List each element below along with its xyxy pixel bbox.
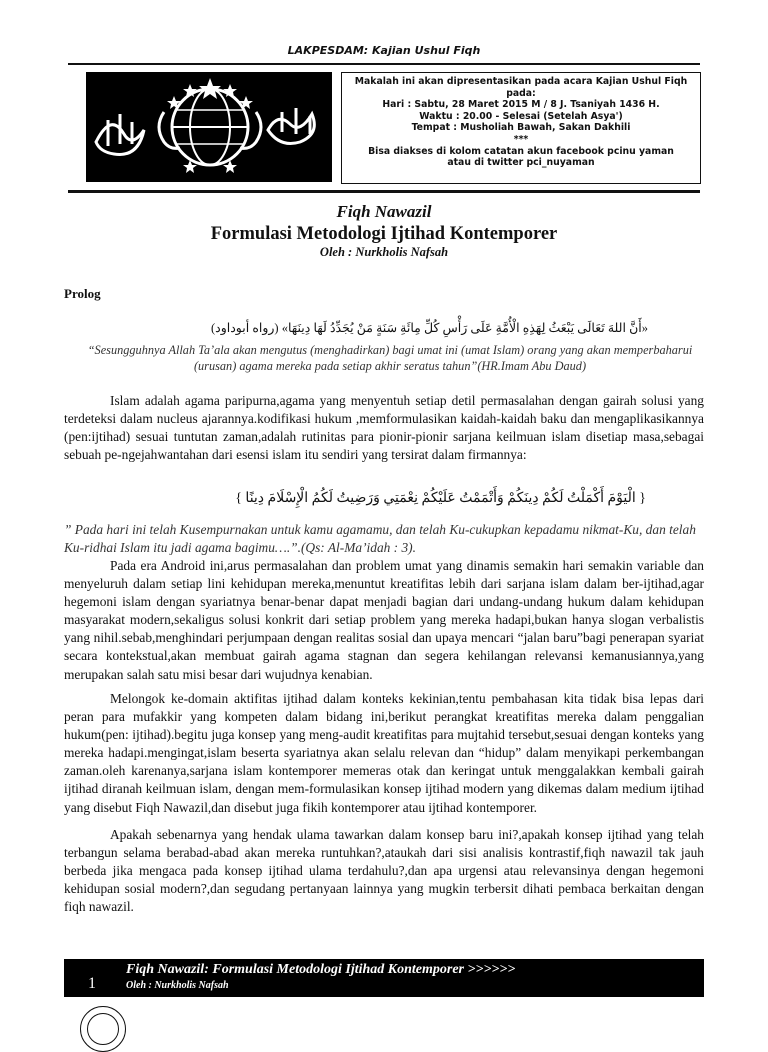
info-line: atau di twitter pci_nuyaman	[447, 157, 595, 169]
presentation-info-box	[341, 72, 701, 184]
hadith-arabic: «أَنَّ اللهَ تَعَالَى يَبْعَثُ لِهَذِهِ الْأُمَّةِ عَلَى رَأْسِ كُلِّ مِائَةِ سَنَةٍ مَنْ يُجَدِّدُ لَهَا دِينَهَا» (رواه أبوداود)	[210, 321, 648, 335]
nu-logo	[86, 72, 332, 182]
info-line: Makalah ini akan dipresentasikan pada acara Kajian Ushul Fiqh	[354, 76, 688, 87]
paragraph-2: Pada era Android ini,arus permasalahan dan problem umat yang dinamis semakin hari semakin variable dan menyeluruh dalam setiap lini kehidupan mereka,menuntut kreatifitas lebih dari sarjana islam dalam ber-ijtihad,agar hegemoni islam dengan syariatnya benar-benar dapat menjadi bagian dari undang-undang hukum dalam kehidupan masyarakat modern,sekaligus solusi konkrit dari setiap problem yang mereka hadapi,bukan hanya slogan verbalistis yang nihil.sebab,menghindari perjumpaan dengan realitas sosial dan upaya mencari “jalan baru”bagi penerapan syariat secara kontekstual,akan membuat gairah agama stagnan dan segera kehilangan relevansi kemanusiannya,yang merupakan salah satu misi besar dari wujudnya kenabian.	[64, 558, 704, 682]
quran-translation: ” Pada hari ini telah Kusempurnakan untuk kamu agamamu, dan telah Ku-cukupkan kepadamu nikmat-Ku, dan telah Ku-ridhai Islam itu jadi agama bagimu….”.(Qs: Al-Ma’idah : 3).	[64, 522, 696, 555]
section-heading: Prolog	[64, 286, 101, 301]
quran-arabic: { الْيَوْمَ أَكْمَلْتُ لَكُمْ دِينَكُمْ وَأَتْمَمْتُ عَلَيْكُمْ نِعْمَتِي وَرَضِيتُ لَكُمُ الْإِسْلَامَ دِينًا }	[235, 491, 646, 506]
hadith-translation: “Sesungguhnya Allah Ta’ala akan mengutus (menghadirkan) bagi umat ini (umat Islam) orang yang akan memperbaharui (urusan) agama mereka pada setiap akhir seratus tahun”(HR.Imam Abu Daud)	[87, 343, 693, 373]
info-time: Waktu : 20.00 - Selesai (Setelah Asya')	[419, 110, 623, 122]
info-place: Tempat : Musholiah Bawah, Sakan Dakhili	[411, 122, 631, 134]
footer-bar	[64, 959, 704, 997]
info-separator: ***	[513, 133, 529, 145]
document-author: Oleh : Nurkholis Nafsah	[319, 245, 449, 259]
document-title: Formulasi Metodologi Ijtihad Kontemporer	[210, 224, 558, 244]
footer-author: Oleh : Nurkholis Nafsah	[126, 980, 229, 991]
header-title: LAKPESDAM: Kajian Ushul Fiqh	[287, 44, 481, 57]
document-subtitle: Fiqh Nawazil	[336, 202, 432, 221]
paragraph-3: Melongok ke-domain aktifitas ijtihad dalam konteks kekinian,tentu pembahasan kita tidak bisa lepas dari peran para mufakkir yang kompeten dalam bidang ini,berikut perangkat kreatifitas mereka dalam penggalian hukum(pen: ijtihad).begitu juga konsep yang meng-audit kreatifitas para mujtahid tersebut,sesuai dengan konteks yang mereka hadapi.mengingat,islam beserta syariatnya akan selalu relevan dan “hidup” dalam menyikapi perkembangan zaman.oleh karenanya,sarjana islam kontemporer memeras otak dan keringat untuk menggalakkan kembali gairah ijtihad diranah keilmuan islam, dengan mem-formulasikan konsep ijtihad modern yang dikemas dalam medium ijtihad yang disebut Fiqh Nawazil,dan disebut juga fikih kontemporer atau ijtihad kontemporer.	[64, 691, 704, 815]
decorative-circle-inner	[87, 1013, 119, 1045]
page-number: 1	[88, 975, 96, 992]
header-rule-bottom	[68, 190, 700, 193]
info-date: Hari : Sabtu, 28 Maret 2015 M / 8 J. Tsaniyah 1436 H.	[382, 99, 660, 111]
info-line: pada:	[506, 87, 536, 99]
footer-title: Fiqh Nawazil: Formulasi Metodologi Ijtihad Kontemporer >>>>>>	[126, 962, 516, 977]
paragraph-1: Islam adalah agama paripurna,agama yang menyentuh setiap detil permasalahan dengan gairah solusi yang terdeteksi dalam nucleus ajarannya.kodifikasi hukum ,memformulasikan kaidah-kaidah baku dan mengaplikasikannya (pen:ijtihad) sesuai tuntutan zaman,adalah rutinitas para pionir-pionir sarjana keilmuan islam disetiap masa,sebagai sebuah pe-ngejahwantahan dari esensi islam itu sendiri yang tersirat dalam firmannya:	[64, 393, 704, 463]
info-line: Bisa diakses di kolom catatan akun facebook pcinu yaman	[368, 145, 674, 157]
header-rule-top	[68, 63, 700, 65]
paragraph-4: Apakah sebenarnya yang hendak ulama tawarkan dalam konsep baru ini?,apakah konsep ijtihad yang telah terbangun selama berabad-abad akan mereka runtuhkan?,ataukah dari sisi analisis kontrastif,fiqh nawazil tak jauh berbeda jika mengaca pada konsep ijtihad ulama terdahulu?,dan apa urgensi atau relevansinya dengan hegemoni kehidupan sosial modern?,dan segudang pertanyaan lainnya yang mugkin terbersit dihati pembaca berkaitan dengan fiqh nawazil.	[64, 827, 704, 915]
